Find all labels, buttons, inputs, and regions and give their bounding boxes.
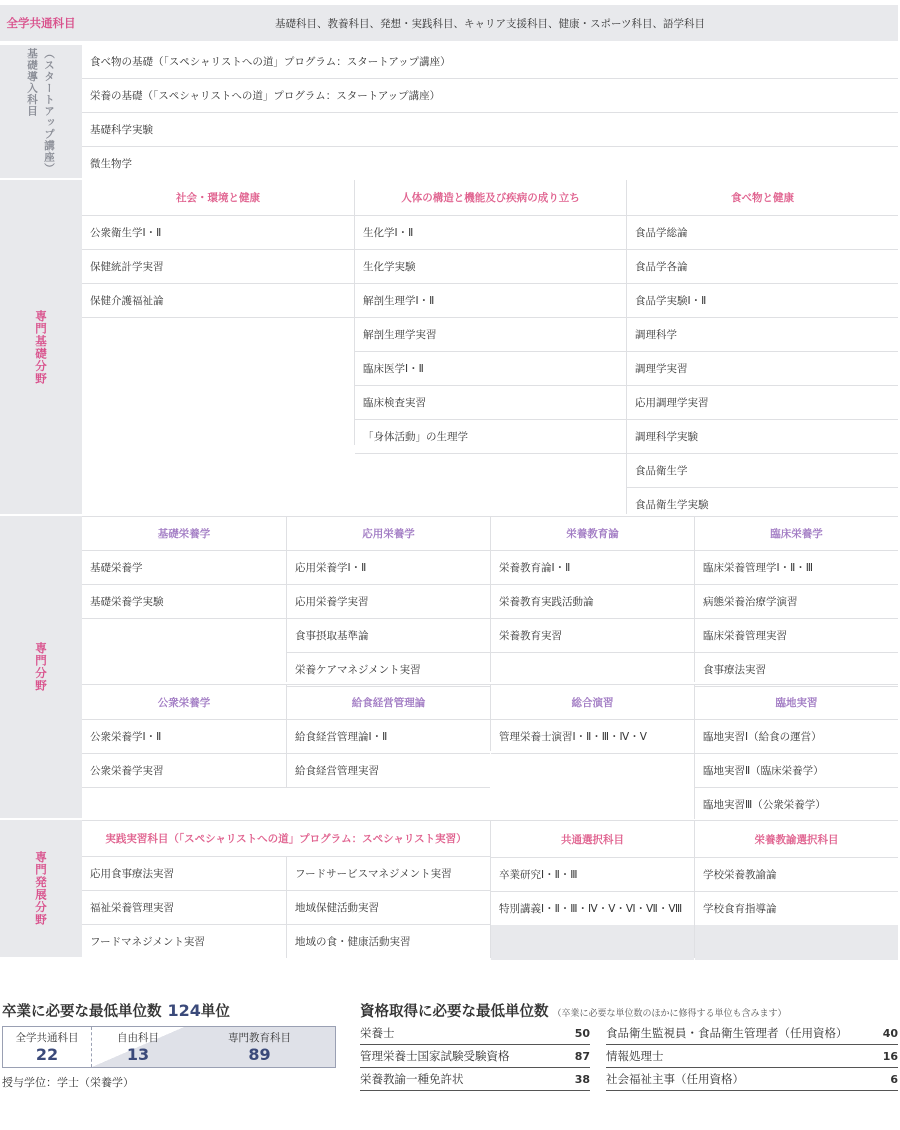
list-item: 応用栄養学実習 <box>287 585 490 619</box>
list-item: 栄養ケアマネジメント実習 <box>287 653 490 687</box>
spec-g2-col-3 <box>490 684 694 751</box>
list-item: 臨地実習Ⅰ（給食の運営） <box>695 720 898 754</box>
qualification-value: 40 <box>882 1026 898 1040</box>
foundation-list <box>82 45 898 178</box>
qualification-row <box>606 1045 898 1068</box>
list-item: 基礎科学実験 <box>82 113 898 147</box>
graduation-boxes <box>2 1026 336 1068</box>
list-item: 地域の食・健康活動実習 <box>295 936 411 948</box>
list-item: 応用栄養学Ⅰ・Ⅱ <box>287 551 490 585</box>
degree-text: 授与学位：学士（栄養学） <box>2 1076 134 1089</box>
list-item: 保健統計学実習 <box>82 250 354 284</box>
spec-g2-col-1 <box>82 684 286 788</box>
qualification-name: 食品衛生監視員・食品衛生管理者（任用資格） <box>606 1026 848 1040</box>
graduation-title <box>2 1000 342 1022</box>
foundation-label-line1: （スタートアップ講座） <box>43 48 55 175</box>
list-item: 微生物学 <box>90 158 132 170</box>
elective-header: 共通選択科目 <box>491 821 694 858</box>
list-item: 食品学実験Ⅰ・Ⅱ <box>627 284 898 318</box>
common-label: 全学共通科目 <box>0 5 82 41</box>
basic-col-header: 人体の構造と機能及び疾病の成り立ち <box>355 180 626 216</box>
list-item: 臨床栄養管理実習 <box>695 619 898 653</box>
spec-g1-col-1 <box>82 517 286 619</box>
list-item: 応用調理学実習 <box>627 386 898 420</box>
graduation-unit: 単位 <box>200 1004 230 1020</box>
specialty-label-text: 専門分野 <box>34 642 48 692</box>
qualification-value: 16 <box>882 1049 898 1063</box>
list-item: 公衆衛生学Ⅰ・Ⅱ <box>82 216 354 250</box>
qualification-name: 栄養教諭一種免許状 <box>360 1072 464 1086</box>
list-item: 解剖生理学実習 <box>355 318 626 352</box>
list-item: 調理学実習 <box>627 352 898 386</box>
advanced-label <box>0 820 82 957</box>
list-item: 臨床医学Ⅰ・Ⅱ <box>355 352 626 386</box>
elective-col <box>490 821 694 958</box>
foundation-label-line2: 基礎導入科目 <box>26 48 38 118</box>
list-item: 管理栄養士演習Ⅰ・Ⅱ・Ⅲ・Ⅳ・Ⅴ <box>491 720 694 754</box>
qualification-value: 38 <box>574 1072 590 1086</box>
empty-cell <box>491 925 694 960</box>
credit-box-value: 13 <box>126 1045 150 1064</box>
spec-col-header: 臨床栄養学 <box>695 517 898 551</box>
qualification-note: （卒業に必要な単位数のほかに修得する単位も含みます） <box>552 1009 787 1019</box>
list-item: 食品衛生学 <box>627 454 898 488</box>
list-item: 応用食事療法実習 <box>82 857 286 891</box>
spec-col-header: 臨地実習 <box>695 685 898 720</box>
list-item: 食品衛生学実験 <box>635 499 709 511</box>
basic-label-text: 専門基礎分野 <box>34 309 48 385</box>
basic-col-1 <box>82 180 354 318</box>
credit-box-label: 専門教育科目 <box>228 1032 291 1044</box>
credit-box-specialty <box>184 1027 335 1067</box>
empty-cell <box>695 925 898 960</box>
list-item: 公衆栄養学実習 <box>82 754 286 788</box>
basic-col-2 <box>354 180 626 445</box>
qualification-left <box>360 1022 590 1091</box>
qualification-row <box>606 1022 898 1045</box>
list-item: 食事摂取基準論 <box>287 619 490 653</box>
credit-box-free <box>92 1027 184 1067</box>
teacher-col <box>694 821 898 958</box>
credit-box-label: 全学共通科目 <box>15 1032 79 1044</box>
qualification-name: 情報処理士 <box>606 1049 664 1063</box>
qualification-row <box>360 1045 590 1068</box>
qualification-name: 栄養士 <box>360 1026 395 1040</box>
list-item: 栄養教育実践活動論 <box>491 585 694 619</box>
list-item: 給食経営管理論Ⅰ・Ⅱ <box>287 720 490 754</box>
spec-col-header: 総合演習 <box>491 685 694 720</box>
spec-col-header: 栄養教育論 <box>491 517 694 551</box>
list-item: 食事療法実習 <box>695 653 898 687</box>
list-item: 病態栄養治療学演習 <box>695 585 898 619</box>
list-item: 臨床検査実習 <box>355 386 626 420</box>
list-item: 地域保健活動実習 <box>287 891 490 925</box>
graduation-total: 124 <box>167 1001 201 1020</box>
specialty-section <box>82 516 898 818</box>
list-item: 食べ物の基礎（「スペシャリストへの道」プログラム：スタートアップ講座） <box>82 45 898 79</box>
credit-box-value: 89 <box>248 1045 271 1064</box>
spec-g1-col-2 <box>286 517 490 682</box>
list-item: 解剖生理学Ⅰ・Ⅱ <box>355 284 626 318</box>
list-item: 食品学各論 <box>627 250 898 284</box>
basic-col-header: 食べ物と健康 <box>627 180 898 216</box>
list-item: 学校食育指導論 <box>703 903 777 915</box>
basic-col-header: 社会・環境と健康 <box>82 180 354 216</box>
spec-g1-col-3 <box>490 517 694 682</box>
qualification-row <box>360 1068 590 1091</box>
list-item: 福祉栄養管理実習 <box>82 891 286 925</box>
list-item: 特別講義Ⅰ・Ⅱ・Ⅲ・Ⅳ・Ⅴ・Ⅵ・Ⅶ・Ⅷ <box>499 903 683 915</box>
qualification-value: 50 <box>574 1026 590 1040</box>
advanced-section <box>82 820 898 957</box>
list-item: 生化学Ⅰ・Ⅱ <box>355 216 626 250</box>
credit-box-value: 22 <box>35 1045 59 1064</box>
list-item: 保健介護福祉論 <box>82 284 354 318</box>
list-item: 公衆栄養学Ⅰ・Ⅱ <box>82 720 286 754</box>
list-item: フードマネジメント実習 <box>90 936 205 948</box>
basic-section <box>82 180 898 514</box>
spec-g1-col-4 <box>694 517 898 682</box>
practice-header <box>82 821 490 857</box>
common-text: 基礎科目、教養科目、発想・実践科目、キャリア支援科目、健康・スポーツ科目、語学科目 <box>82 5 898 41</box>
list-item: 生化学実験 <box>355 250 626 284</box>
list-item: 栄養教育実習 <box>491 619 694 653</box>
qualification-title <box>360 1000 898 1022</box>
qualification-name: 社会福祉主事（任用資格） <box>606 1072 744 1086</box>
list-item: 臨床栄養管理学Ⅰ・Ⅱ・Ⅲ <box>695 551 898 585</box>
list-item: 調理科学実験 <box>627 420 898 454</box>
qualification-right <box>606 1022 898 1091</box>
qualification-value: 6 <box>890 1072 898 1086</box>
list-item: 卒業研究Ⅰ・Ⅱ・Ⅲ <box>491 858 694 892</box>
list-item: 臨地実習Ⅲ（公衆栄養学） <box>703 799 826 811</box>
spec-col-header: 応用栄養学 <box>287 517 490 551</box>
list-item: 栄養の基礎（「スペシャリストへの道」プログラム：スタートアップ講座） <box>82 79 898 113</box>
list-item: 給食経営管理実習 <box>287 754 490 788</box>
list-item: 基礎栄養学 <box>82 551 286 585</box>
basic-label <box>0 180 82 514</box>
list-item: 学校栄養教諭論 <box>695 858 898 892</box>
qualification-row <box>606 1068 898 1091</box>
qualification-name: 管理栄養士国家試験受験資格 <box>360 1049 510 1063</box>
spec-g2-col-2 <box>286 684 490 788</box>
qualification-title-text: 資格取得に必要な最低単位数 <box>360 1004 549 1020</box>
list-item: 基礎栄養学実験 <box>82 585 286 619</box>
spec-col-header: 給食経営管理論 <box>287 685 490 720</box>
specialty-label <box>0 516 82 818</box>
advanced-label-text: 専門発展分野 <box>34 851 48 926</box>
list-item: 臨地実習Ⅱ（臨床栄養学） <box>695 754 898 788</box>
practice-left <box>82 857 286 958</box>
graduation-title-text: 卒業に必要な最低単位数 <box>2 1004 162 1020</box>
list-item: 「身体活動」の生理学 <box>355 420 626 454</box>
list-item: 食品学総論 <box>627 216 898 250</box>
list-item: 栄養教育論Ⅰ・Ⅱ <box>491 551 694 585</box>
list-item: フードサービスマネジメント実習 <box>287 857 490 891</box>
spec-col-header: 基礎栄養学 <box>82 517 286 551</box>
practice-header-text: 実践実習科目（「スペシャリストへの道」プログラム：スペシャリスト実習） <box>105 833 467 845</box>
qualification-value: 87 <box>574 1049 590 1063</box>
foundation-label <box>0 45 82 178</box>
credit-box-label: 自由科目 <box>117 1032 159 1044</box>
spec-g2-col-4 <box>694 684 898 819</box>
basic-col-3 <box>626 180 898 514</box>
list-item: 調理科学 <box>627 318 898 352</box>
practice-right <box>286 857 490 958</box>
credit-box-common <box>3 1027 92 1067</box>
teacher-header: 栄養教諭選択科目 <box>695 821 898 858</box>
qualification-row <box>360 1022 590 1045</box>
spec-col-header: 公衆栄養学 <box>82 685 286 720</box>
